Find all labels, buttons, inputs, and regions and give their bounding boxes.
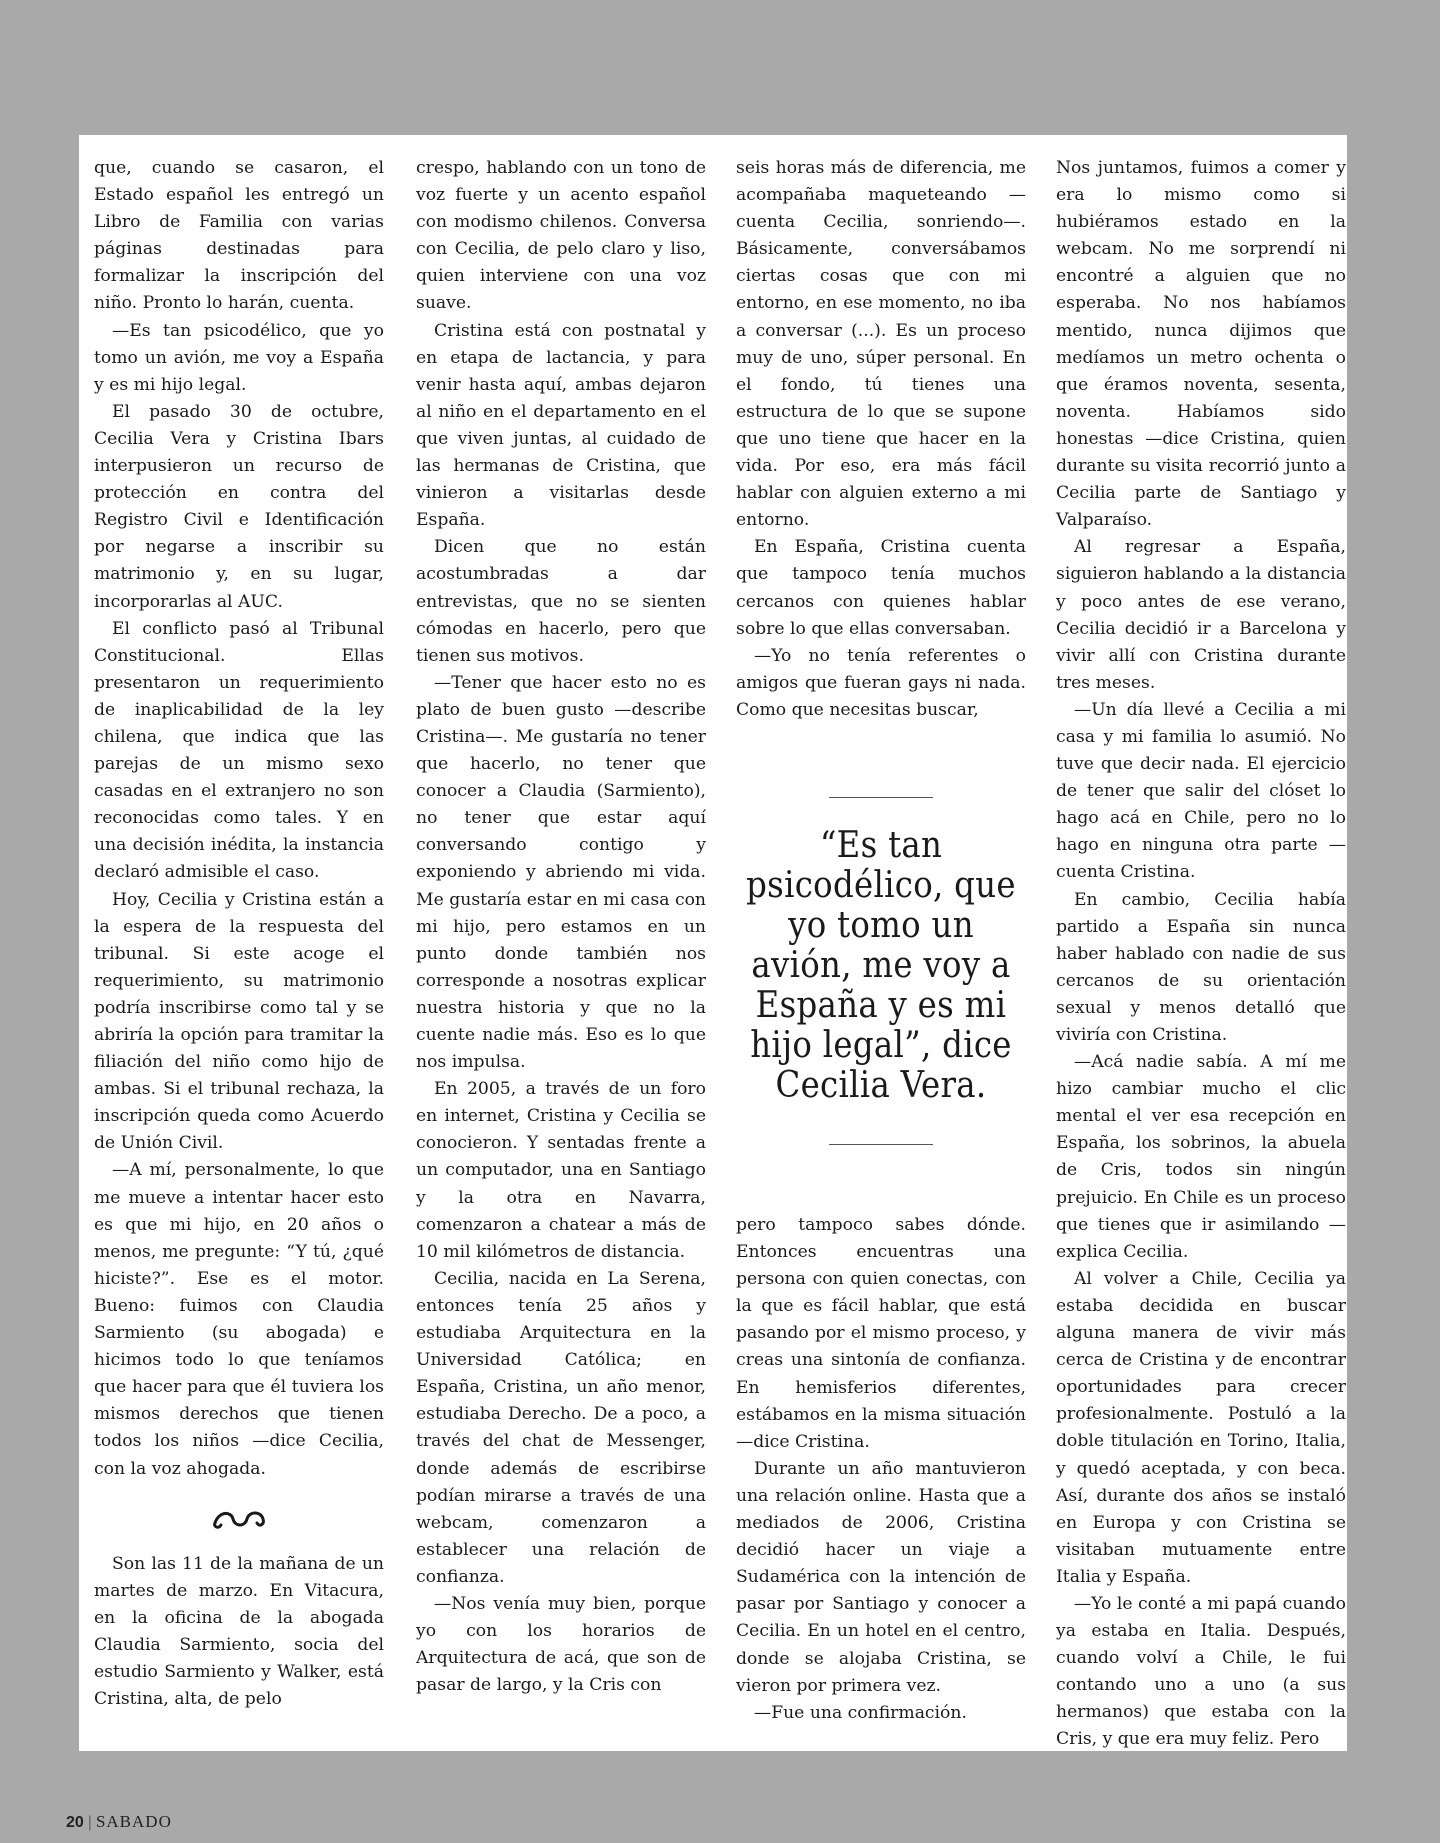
paragraph: Durante un año mantuvieron una relación online. Hasta que a mediados de 2006, Cristina decidió hacer un viaje a Sudamérica con la intención de pasar por Santiago y conocer a Cecilia. En un hotel en el centro, donde se alojaba Cristina, se vieron por primera vez. [736, 1458, 1026, 1696]
paragraph: En España, Cristina cuenta que tampoco tenía muchos cercanos con quienes hablar sobre lo que ellas conversaban. [736, 537, 1026, 639]
magazine-name: SABADO [95, 1812, 172, 1831]
paragraph: —Es tan psicodélico, que yo tomo un avión, me voy a España y es mi hijo legal. [94, 320, 384, 395]
section-ornament-icon [94, 1507, 384, 1537]
column-3-bottom [736, 1212, 1026, 1727]
pull-quote-text: “Es tan psicodélico, que yo tomo un avión, me voy a España y es mi hijo legal”, dice Cecilia Vera. [746, 825, 1016, 1106]
paragraph: Cecilia, nacida en La Serena, entonces tenía 25 años y estudiaba Arquitectura en la Universidad Católica; en España, Cristina, un año menor, estudiaba Derecho. De a poco, a través del chat de Messenger, donde además de escribirse podían mirarse a través de una webcam, comenzaron a establecer una relación de confianza. [416, 1268, 706, 1587]
column-3-top [736, 155, 1026, 724]
paragraph: Hoy, Cecilia y Cristina están a la espera de la respuesta del tribunal. Si este acoge el requerimiento, su matrimonio podría inscribirse como tal y se abriría la opción para tramitar la filiación del niño como hijo de ambas. Si el tribunal rechaza, la inscripción queda como Acuerdo de Unión Civil. [94, 889, 384, 1154]
footer-separator: | [87, 1814, 92, 1831]
paragraph: —Yo no tenía referentes o amigos que fueran gays ni nada. Como que necesitas buscar, [736, 645, 1026, 720]
paragraph: —Acá nadie sabía. A mí me hizo cambiar mucho el clic mental el ver esa recepción en España, los sobrinos, la abuela de Cris, todos sin ningún prejuicio. En Chile es un proceso que tienes que ir asimilando —explica Cecilia. [1056, 1052, 1346, 1262]
page-number: 20 [66, 1814, 84, 1831]
paragraph: —Fue una confirmación. [754, 1702, 967, 1723]
pull-quote [736, 797, 1026, 1145]
page-footer [66, 1812, 172, 1832]
paragraph: Nos juntamos, fuimos a comer y era lo mismo como si hubiéramos estado en la webcam. No me sorprendí ni encontré a alguien que no esperaba. No nos habíamos mentido, nunca dijimos que medíamos un metro ochenta o que éramos noventa, sesenta, noventa. Habíamos sido honestas —dice Cristina, quien durante su visita recorrió junto a Cecilia parte de Santiago y Valparaíso. [1056, 158, 1346, 531]
paragraph: Al volver a Chile, Cecilia ya estaba decidida en buscar alguna manera de vivir más cerca de Cristina y de encontrar oportunidades para crecer profesionalmente. Postuló a la doble titulación en Torino, Italia, y quedó aceptada, y con beca. Así, durante dos años se instaló en Europa y con Cristina se visitaban mutuamente entre Italia y España. [1056, 1268, 1346, 1587]
paragraph: El pasado 30 de octubre, Cecilia Vera y Cristina Ibars interpusieron un recurso de protección en contra del Registro Civil e Identificación por negarse a inscribir su matrimonio y, en su lugar, incorporarlas al AUC. [94, 401, 384, 612]
paragraph: —Un día llevé a Cecilia a mi casa y mi familia lo asumió. No tuve que decir nada. El ejercicio de tener que salir del clóset lo hago acá en Chile, pero no lo hago en ninguna otra parte —cuenta Cristina. [1056, 699, 1346, 883]
column-4 [1056, 155, 1346, 1754]
paragraph: —Tener que hacer esto no es plato de buen gusto —describe Cristina—. Me gustaría no tener que hacerlo, no tener que conocer a Claudia (Sarmiento), no tener que estar aquí conversando contigo y exponiendo y abriendo mi vida. Me gustaría estar en mi casa con mi hijo, pero estamos en un punto donde también nos corresponde a nosotras explicar nuestra historia y que no la cuente nadie más. Eso es lo que nos impulsa. [416, 672, 706, 1073]
pull-quote-rule-top [829, 797, 933, 798]
pull-quote-rule-bottom [829, 1144, 933, 1145]
paragraph: Son las 11 de la mañana de un martes de marzo. En Vitacura, en la oficina de la abogada Claudia Sarmiento, socia del estudio Sarmiento y Walker, está Cristina, alta, de pelo [94, 1553, 384, 1710]
paragraph: pero tampoco sabes dónde. Entonces encuentras una persona con quien conectas, con la que es fácil hablar, que está pasando por el mismo proceso, y creas una sintonía de confianza. En hemisferios diferentes, estábamos en la misma situación —dice Cristina. [736, 1215, 1026, 1452]
paragraph: En cambio, Cecilia había partido a España sin nunca haber hablado con nadie de sus cercanos de su orientación sexual y menos detalló que viviría con Cristina. [1056, 889, 1346, 1045]
column-1 [94, 155, 384, 1713]
paragraph: —A mí, personalmente, lo que me mueve a intentar hacer esto es que mi hijo, en 20 años o menos, me pregunte: “Y tú, ¿qué hiciste?”. Ese es el motor. Bueno: fuimos con Claudia Sarmiento (su abogada) e hicimos todo lo que teníamos que hacer para que él tuviera los mismos derechos que tienen todos los niños —dice Cecilia, con la voz ahogada. [94, 1160, 384, 1479]
paragraph: Al regresar a España, siguieron hablando a la distancia y poco antes de ese verano, Cecilia decidió ir a Barcelona y vivir allí con Cristina durante tres meses. [1056, 537, 1346, 693]
paragraph: Cristina está con postnatal y en etapa de lactancia, y para venir hasta aquí, ambas dejaron al niño en el departamento en el que viven juntas, al cuidado de las hermanas de Cristina, que vinieron a visitarlas desde España. [416, 320, 706, 531]
paragraph: En 2005, a través de un foro en internet, Cristina y Cecilia se conocieron. Y sentadas frente a un computador, una en Santiago y la otra en Navarra, comenzaron a chatear a más de 10 mil kilómetros de distancia. [416, 1079, 706, 1262]
paragraph: Dicen que no están acostumbradas a dar entrevistas, que no se sienten cómodas en hacerlo, pero que tienen sus motivos. [416, 537, 706, 666]
paragraph: seis horas más de diferencia, me acompañaba maqueteando —cuenta Cecilia, sonriendo—. Básicamente, conversábamos ciertas cosas que con mi entorno, en ese momento, no iba a conversar (...). Es un proceso muy de uno, súper personal. En el fondo, tú tienes una estructura de lo que se supone que uno tiene que hacer en la vida. Por eso, era más fácil hablar con alguien externo a mi entorno. [736, 158, 1026, 531]
paragraph: —Nos venía muy bien, porque yo con los horarios de Arquitectura de acá, que son de pasar de largo, y la Cris con [416, 1593, 706, 1696]
column-2 [416, 155, 706, 1699]
article-page [79, 135, 1347, 1751]
paragraph: El conflicto pasó al Tribunal Constitucional. Ellas presentaron un requerimiento de inaplicabilidad de la ley chilena, que indica que las parejas de un mismo sexo casadas en el extranjero no son reconocidas como tales. Y en una decisión inédita, la instancia declaró admisible el caso. [94, 618, 384, 883]
paragraph: que, cuando se casaron, el Estado español les entregó un Libro de Familia con varias páginas destinadas para formalizar la inscripción del niño. Pronto lo harán, cuenta. [94, 158, 384, 314]
ornament-swirl-icon [209, 1507, 269, 1531]
paragraph: crespo, hablando con un tono de voz fuerte y un acento español con modismo chilenos. Conversa con Cecilia, de pelo claro y liso, quien interviene con una voz suave. [416, 158, 706, 314]
paragraph: —Yo le conté a mi papá cuando ya estaba en Italia. Después, cuando volví a Chile, le fui contando uno a uno (a sus hermanos) que estaba con la Cris, y que era muy feliz. Pero [1056, 1593, 1346, 1750]
